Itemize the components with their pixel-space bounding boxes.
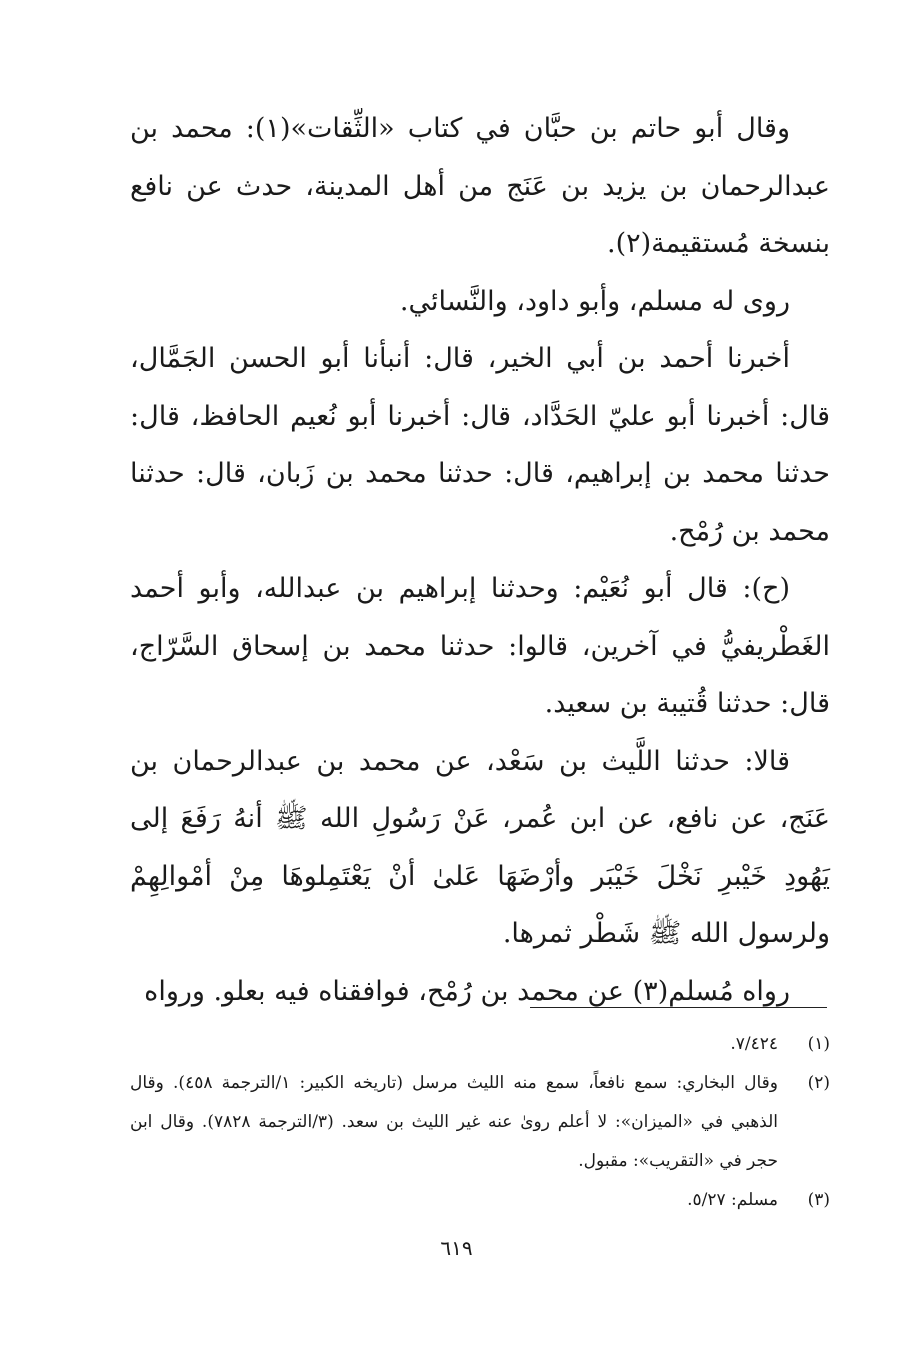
paragraph-1: وقال أبو حاتم بن حبَّان في كتاب «الثِّقات»(١): محمد بن عبدالرحمان بن يزيد بن عَنَج من أهل المدينة، حدث عن نافع بنسخة مُستقيمة(٢). bbox=[130, 113, 830, 259]
footnote-2 bbox=[130, 1064, 830, 1181]
footnote-1 bbox=[130, 1025, 830, 1064]
footnotes bbox=[130, 1025, 830, 1220]
footnote-divider bbox=[530, 1007, 827, 1008]
footnote-number: (٢) bbox=[807, 1073, 830, 1093]
paragraph-5: قالا: حدثنا اللَّيث بن سَعْد، عن محمد بن عبدالرحمان بن عَنَج، عن نافع، عن ابن عُمر، عَنْ رَسُولِ الله ﷺ أنهُ رَفَعَ إلى يَهُودِ خَيْبرِ نَخْلَ خَيْبَر وأرْضَهَا عَلىٰ أنْ يَعْتَمِلوهَا مِنْ أمْوالِهِمْ ولرسول الله ﷺ شَطْر ثمرها. bbox=[130, 745, 830, 949]
page-number: ٦١٩ bbox=[440, 1236, 473, 1260]
paragraph-2: روى له مسلم، وأبو داود، والنَّسائي. bbox=[399, 285, 790, 317]
footnote-number: (١) bbox=[807, 1034, 830, 1054]
paragraph-6: رواه مُسلم(٣) عن محمد بن رُمْح، فوافقناه فيه بعلو. ورواه bbox=[144, 975, 790, 1007]
main-text bbox=[130, 100, 830, 1020]
footnote-number: (٣) bbox=[807, 1190, 830, 1210]
footnote-text: ٧/٤٢٤. bbox=[730, 1034, 778, 1054]
paragraph-4: (ح): قال أبو نُعَيْم: وحدثنا إبراهيم بن عبدالله، وأبو أحمد الغَطْريفيُّ في آخرين، قالوا: حدثنا محمد بن إسحاق السَّرّاج، قال: حدثنا قُتيبة بن سعيد. bbox=[130, 573, 830, 719]
footnote-text: وقال البخاري: سمع نافعاً، سمع منه الليث مرسل (تاريخه الكبير: ١/الترجمة ٤٥٨). وقال الذهبي في «الميزان»: لا أعلم روىٰ عنه غير الليث بن سعد. (٣/الترجمة ٧٨٢٨). وقال ابن حجر في «التقريب»: مقبول. bbox=[130, 1073, 779, 1171]
footnote-text: مسلم: ٥/٢٧. bbox=[687, 1190, 778, 1210]
paragraph-3: أخبرنا أحمد بن أبي الخير، قال: أنبأنا أبو الحسن الجَمَّال، قال: أخبرنا أبو عليّ الحَدَّاد، قال: أخبرنا أبو نُعيم الحافظ، قال: حدثنا محمد بن إبراهيم، قال: حدثنا محمد بن زَبان، قال: حدثنا محمد بن رُمْح. bbox=[130, 343, 830, 547]
footnote-3 bbox=[130, 1181, 830, 1220]
